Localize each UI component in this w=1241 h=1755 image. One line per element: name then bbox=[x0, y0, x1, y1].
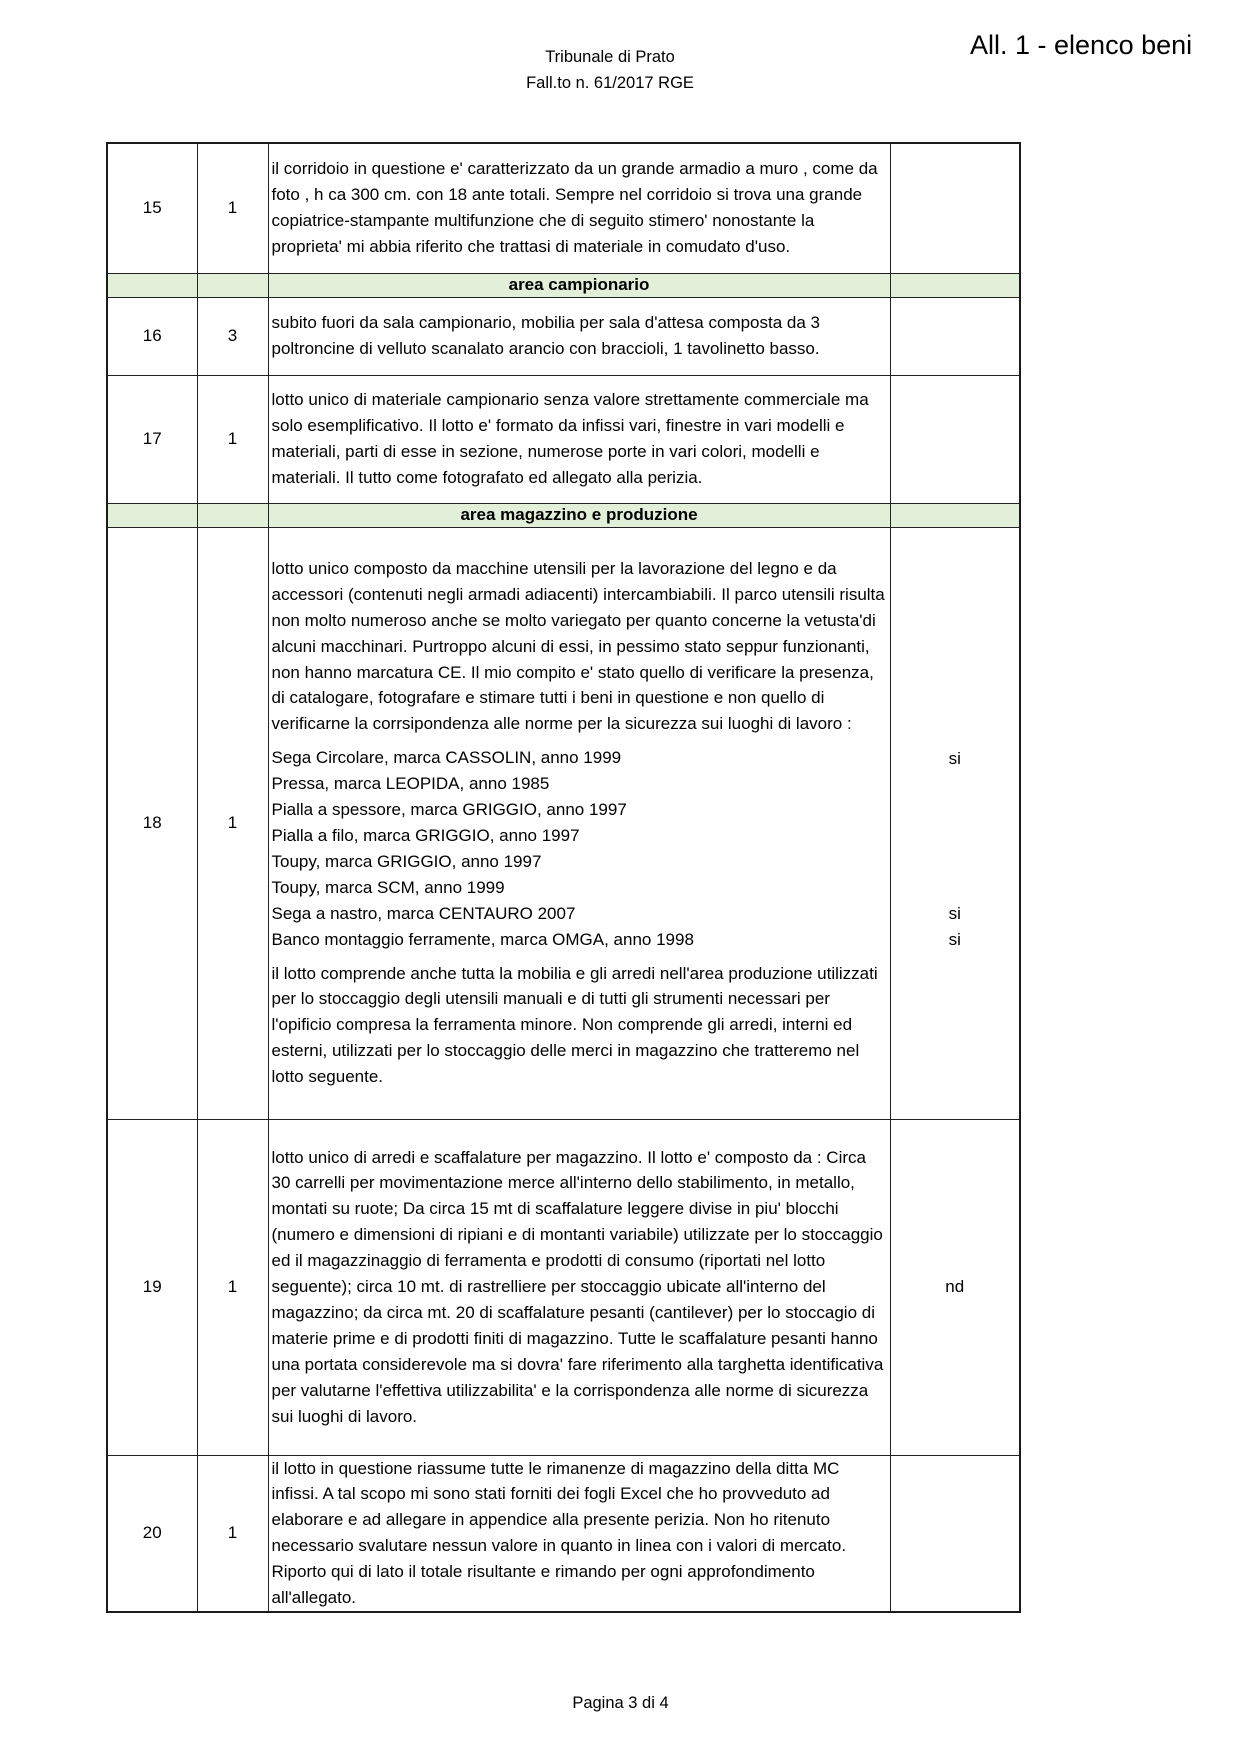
lot-quantity: 1 bbox=[197, 375, 268, 503]
machine-note: si bbox=[948, 904, 961, 924]
lot-description: lotto unico di arredi e scaffalature per magazzino. Il lotto e' composto da : Circa 30 carrelli per movimentazione merce all'interno dello stabilimento, in metallo, montati su ruote; Da circa 15 mt di scaffalature leggere divise in piu' blocchi (numero e dimensioni di ripiani e di montanti variabile) utilizzate per lo stoccaggio ed il magazzinaggio di ferramenta e prodotti di consumo (riportati nel lotto seguente); circa 10 mt. di rastrelliere per stoccaggio ubicate all'interno del magazzino; da circa mt. 20 di scaffalature pesanti (cantilever) per lo stoccagio di materie prime e di prodotti finiti di magazzino. Tutte le scaffalature pesanti hanno una portata considerevole ma si dovra' fare riferimento alla targhetta identificativa per valutarne l'effettiva utilizzabilita' e la corrispondenza alle norme di sicurezza sui luoghi di lavoro. bbox=[268, 1119, 890, 1455]
section-cell-empty bbox=[107, 273, 197, 297]
table-row bbox=[107, 297, 1020, 375]
machine-note bbox=[894, 772, 1017, 798]
machine-item: Toupy, marca SCM, anno 1999 bbox=[271, 877, 505, 897]
table-row bbox=[107, 1119, 1020, 1455]
lot-quantity: 1 bbox=[197, 527, 268, 1119]
section-cell-empty bbox=[197, 503, 268, 527]
machine-note bbox=[894, 849, 1017, 875]
lot-note bbox=[890, 375, 1020, 503]
machine-item: Sega Circolare, marca CASSOLIN, anno 1999 bbox=[271, 748, 622, 768]
lot-description: il lotto in questione riassume tutte le rimanenze di magazzino della ditta MC infissi. A tal scopo mi sono stati forniti dei fogli Excel che ho provveduto ad elaborare e ad allegare in appendice alla presente perizia. Non ho ritenuto necessario svalutare nessun valore in quanto in linea con i valori di mercato. Riporto qui di lato il totale risultante e rimando per ogni approfondimento all'allegato. bbox=[268, 1455, 890, 1612]
machine-notes bbox=[894, 528, 1017, 953]
lot-description: il corridoio in questione e' caratterizzato da un grande armadio a muro , come da foto , h ca 300 cm. con 18 ante totali. Sempre nel corridoio si trova una grande copiatrice-stampante multifunzione che di seguito stimero' nonostante la proprieta' mi abbia riferito che trattasi di materiale in comudato d'uso. bbox=[268, 143, 890, 273]
lot-description: subito fuori da sala campionario, mobilia per sala d'attesa composta da 3 poltroncine di velluto scanalato arancio con braccioli, 1 tavolinetto basso. bbox=[268, 297, 890, 375]
machine-item: Sega a nastro, marca CENTAURO 2007 bbox=[271, 903, 576, 923]
table-row bbox=[107, 143, 1020, 273]
attachment-title: All. 1 - elenco beni bbox=[970, 30, 1193, 60]
section-cell-empty bbox=[890, 503, 1020, 527]
machine-item: Banco montaggio ferramente, marca OMGA, anno 1998 bbox=[271, 929, 694, 949]
section-title: area campionario bbox=[268, 273, 890, 297]
machine-note bbox=[894, 823, 1017, 849]
machine-note bbox=[894, 798, 1017, 824]
lot-note: nd bbox=[890, 1119, 1020, 1455]
machine-note: si bbox=[948, 748, 961, 768]
page-footer: Pagina 3 di 4 bbox=[572, 1694, 669, 1712]
case-number: Fall.to n. 61/2017 RGE bbox=[526, 74, 694, 92]
machine-item: Pialla a filo, marca GRIGGIO, anno 1997 bbox=[271, 826, 580, 845]
lot-outro: il lotto comprende anche tutta la mobilia e gli arredi nell'area produzione utilizzati per lo stoccaggio degli utensili manuali e di tutti gli strumenti necessari per l'opificio compresa la ferramenta minore. Non comprende gli arredi, interni ed esterni, utilizzati per lo stoccaggio delle merci in magazzino che tratteremo nel lotto seguente. bbox=[271, 963, 878, 1087]
lot-description: lotto unico di materiale campionario senza valore strettamente commerciale ma solo esemplificativo. Il lotto e' formato da infissi vari, finestre in vari modelli e materiali, parti di esse in sezione, numerose porte in vari colori, modelli e materiali. Il tutto come fotografato ed allegato alla perizia. bbox=[268, 375, 890, 503]
lot-quantity: 3 bbox=[197, 297, 268, 375]
lot-note bbox=[890, 1455, 1020, 1612]
lot-number: 18 bbox=[107, 527, 197, 1119]
lot-quantity: 1 bbox=[197, 1119, 268, 1455]
section-row bbox=[107, 503, 1020, 527]
machine-note: si bbox=[948, 930, 961, 950]
lot-description bbox=[268, 527, 890, 1119]
lot-note bbox=[890, 297, 1020, 375]
section-cell-empty bbox=[890, 273, 1020, 297]
lot-quantity: 1 bbox=[197, 1455, 268, 1612]
court-name: Tribunale di Prato bbox=[545, 48, 675, 66]
lot-number: 17 bbox=[107, 375, 197, 503]
lot-quantity: 1 bbox=[197, 143, 268, 273]
goods-table bbox=[106, 142, 1021, 1613]
section-cell-empty bbox=[107, 503, 197, 527]
machine-item: Toupy, marca GRIGGIO, anno 1997 bbox=[271, 851, 542, 871]
machine-item: Pialla a spessore, marca GRIGGIO, anno 1997 bbox=[271, 800, 627, 820]
table-row bbox=[107, 1455, 1020, 1612]
section-row bbox=[107, 273, 1020, 297]
lot-note bbox=[890, 527, 1020, 1119]
table-row bbox=[107, 527, 1020, 1119]
lot-number: 15 bbox=[107, 143, 197, 273]
machine-note bbox=[894, 875, 1017, 901]
lot-intro: lotto unico composto da macchine utensili per la lavorazione del legno e da accessori (contenuti negli armadi adiacenti) intercambiabili. Il parco utensili risulta non molto numeroso anche se molto variegato per quanto concerne la vetusta'di alcuni macchinari. Purtroppo alcuni di essi, in pessimo stato seppur funzionanti, non hanno marcatura CE. Il mio compito e' stato quello di verificare la presenza, di catalogare, fotografare e stimare tutti i beni in questione e non quello di verificarne la corrsipondenza alle norme per la sicurezza sui luoghi di lavoro : bbox=[271, 558, 885, 734]
section-title: area magazzino e produzione bbox=[268, 503, 890, 527]
lot-note bbox=[890, 143, 1020, 273]
machine-item: Pressa, marca LEOPIDA, anno 1985 bbox=[271, 774, 550, 794]
section-cell-empty bbox=[197, 273, 268, 297]
lot-number: 16 bbox=[107, 297, 197, 375]
lot-number: 20 bbox=[107, 1455, 197, 1612]
lot-number: 19 bbox=[107, 1119, 197, 1455]
table-row bbox=[107, 375, 1020, 503]
document-header bbox=[480, 44, 740, 96]
